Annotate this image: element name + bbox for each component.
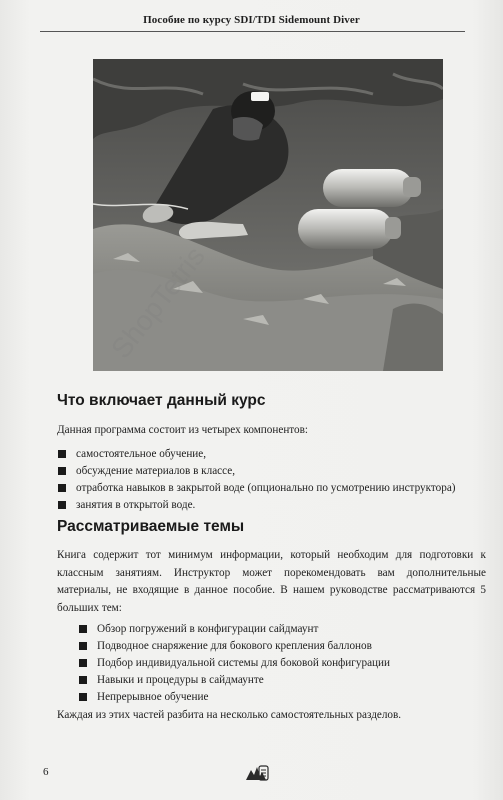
topics-closing: Каждая из этих частей разбита на несколько самостоятельных разделов.: [57, 709, 402, 721]
bullet-square-icon: [79, 693, 87, 701]
running-header: Пособие по курсу SDI/TDI Sidemount Diver: [143, 14, 360, 26]
bullet-square-icon: [79, 642, 87, 650]
list-item: самостоятельное обучение,: [57, 446, 497, 463]
list-item: Навыки и процедуры в сайдмаунте: [78, 672, 503, 689]
list-item: Непрерывное обучение: [78, 689, 503, 706]
list-item: отработка навыков в закрытой воде (опционально по усмотрению инструктора): [57, 480, 497, 497]
course-components-list: [57, 446, 497, 514]
section-heading-topics: Рассматриваемые темы: [57, 518, 245, 535]
list-item: Подводное снаряжение для бокового крепления баллонов: [78, 638, 503, 655]
cave-diver-photo: [93, 59, 443, 371]
list-item: Подбор индивидуальной системы для боковой конфигурации: [78, 655, 503, 672]
bullet-square-icon: [58, 450, 66, 458]
list-item: Обзор погружений в конфигурации сайдмаунт: [78, 621, 503, 638]
header-rule: [40, 31, 465, 32]
course-contents-intro: Данная программа состоит из четырех компонентов:: [57, 424, 309, 436]
publisher-logo-icon: [245, 764, 269, 787]
topics-paragraph: Книга содержит тот минимум информации, который необходим для подготовки к классным занятиям. Инструктор может порекомендовать вам дополнительные материалы, не входящие в данное пособие. В нашем руководстве рассматриваются 5 больших тем:: [57, 549, 486, 614]
bullet-square-icon: [79, 659, 87, 667]
list-item: занятия в открытой воде.: [57, 497, 497, 514]
bullet-square-icon: [58, 484, 66, 492]
bullet-square-icon: [79, 676, 87, 684]
topics-list: [78, 621, 503, 706]
list-item: обсуждение материалов в классе,: [57, 463, 497, 480]
section-heading-course-contents: Что включает данный курс: [57, 392, 266, 409]
bullet-square-icon: [79, 625, 87, 633]
bullet-square-icon: [58, 501, 66, 509]
page-number: 6: [43, 766, 49, 778]
bullet-square-icon: [58, 467, 66, 475]
